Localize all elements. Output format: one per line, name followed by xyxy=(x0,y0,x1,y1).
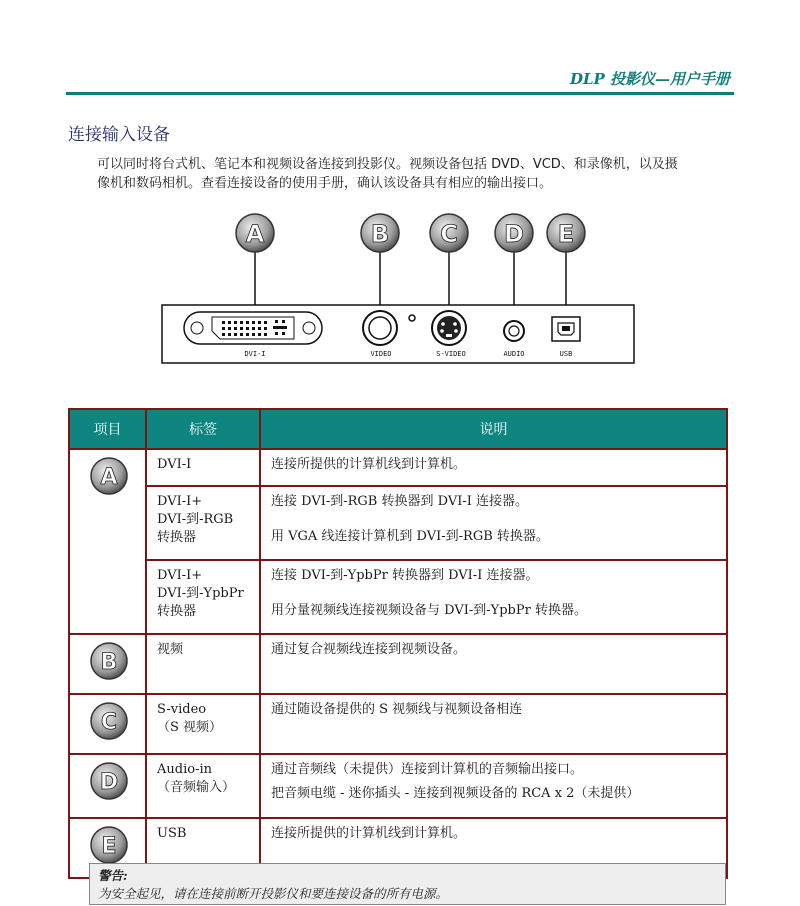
badge-d-letter: D xyxy=(99,770,118,795)
label-text: Audio-in xyxy=(157,762,212,777)
intro-line-1: 可以同时将台式机、笔记本和视频设备连接到投影仪。视频设备包括 DVD、VCD、和录像机，以及摄 xyxy=(97,157,678,172)
audio-port-label: AUDIO xyxy=(503,350,525,358)
badge-d-icon xyxy=(89,761,129,801)
description-cell xyxy=(260,634,727,694)
badge-b-letter: B xyxy=(100,650,117,675)
header-label: 标签 xyxy=(146,409,260,449)
label-text: DVI-I+ xyxy=(157,568,203,583)
description-cell xyxy=(260,754,727,818)
callout-a xyxy=(236,214,274,252)
label-text: DVI-到-RGB xyxy=(157,512,234,527)
callout-b-letter: B xyxy=(370,220,390,248)
intro-line-2: 像机和数码相机。查看连接设备的使用手册，确认该设备具有相应的输出接口。 xyxy=(97,176,553,191)
label-text: DVI-I+ xyxy=(157,494,203,509)
label-cell xyxy=(146,449,260,486)
connector-panel-diagram xyxy=(0,205,800,375)
description-text: 通过音频线（未提供）连接到计算机的音频输出接口。 xyxy=(271,762,584,777)
badge-c-letter: C xyxy=(100,710,117,735)
header-divider xyxy=(66,92,734,95)
badge-b-icon xyxy=(89,641,129,681)
badge-a-letter: A xyxy=(99,465,118,490)
label-text: DVI-I xyxy=(157,457,192,472)
label-cell xyxy=(146,634,260,694)
dvi-i-port-label: DVI-I xyxy=(244,350,266,358)
callout-e xyxy=(547,214,585,252)
badge-cell-c xyxy=(69,694,146,754)
badge-cell-b xyxy=(69,634,146,694)
description-cell xyxy=(260,560,727,634)
badge-c-icon xyxy=(89,701,129,741)
badge-e-icon xyxy=(89,825,129,865)
callout-e-letter: E xyxy=(557,220,575,248)
usb-port xyxy=(552,317,580,341)
label-cell xyxy=(146,754,260,818)
label-text: USB xyxy=(157,826,187,841)
table-row xyxy=(69,560,727,634)
description-text: 通过随设备提供的 S 视频线与视频设备相连 xyxy=(271,702,523,717)
description-text: 连接所提供的计算机线到计算机。 xyxy=(271,826,467,841)
s-video-port-label: S-VIDEO xyxy=(436,350,466,358)
label-text: 视频 xyxy=(157,642,184,657)
description-text: 连接所提供的计算机线到计算机。 xyxy=(271,457,467,472)
description-text: 连接 DVI-到-RGB 转换器到 DVI-I 连接器。 xyxy=(271,494,529,509)
table-row xyxy=(69,694,727,754)
table-row xyxy=(69,486,727,560)
video-port-label: VIDEO xyxy=(370,350,392,358)
label-cell xyxy=(146,560,260,634)
callout-a-letter: A xyxy=(245,220,265,248)
badge-a-icon xyxy=(89,456,129,496)
description-cell xyxy=(260,694,727,754)
warning-box xyxy=(89,863,726,905)
description-text: 用 VGA 线连接计算机到 DVI-到-RGB 转换器。 xyxy=(271,529,549,544)
header-description: 说明 xyxy=(260,409,727,449)
header-item: 项目 xyxy=(69,409,146,449)
callout-d xyxy=(495,214,533,252)
description-text: 把音频电缆 - 迷你插头 - 连接到视频设备的 RCA x 2（未提供） xyxy=(271,786,640,801)
callout-c-letter: C xyxy=(440,220,458,248)
callout-d-letter: D xyxy=(504,220,524,248)
label-cell xyxy=(146,486,260,560)
video-port xyxy=(363,311,397,345)
usb-port-label: USB xyxy=(559,350,573,358)
table-row xyxy=(69,754,727,818)
label-text: （音频输入） xyxy=(157,780,236,795)
badge-cell-a xyxy=(69,449,146,634)
badge-e-letter: E xyxy=(100,834,117,859)
warning-title: 警告: xyxy=(98,868,128,883)
description-cell xyxy=(260,449,727,486)
dvi-i-port xyxy=(184,312,322,344)
description-text: 通过复合视频线连接到视频设备。 xyxy=(271,642,467,657)
table-header-row xyxy=(69,409,727,449)
label-text: （S 视频） xyxy=(157,720,223,735)
s-video-port xyxy=(432,311,466,345)
description-text: 用分量视频线连接视频设备与 DVI-到-YpbPr 转换器。 xyxy=(271,603,587,618)
label-text: 转换器 xyxy=(157,530,197,545)
description-text: 连接 DVI-到-YpbPr 转换器到 DVI-I 连接器。 xyxy=(271,568,539,583)
label-cell xyxy=(146,694,260,754)
connector-spec-table xyxy=(68,408,728,879)
label-text: DVI-到-YpbPr xyxy=(157,586,244,601)
audio-port xyxy=(504,321,524,341)
description-cell xyxy=(260,486,727,560)
indicator-led xyxy=(409,315,415,321)
manual-header-title: DLP 投影仪—用户手册 xyxy=(569,70,730,88)
warning-text: 为安全起见，请在连接前断开投影仪和要连接设备的所有电源。 xyxy=(98,886,449,901)
callout-c xyxy=(430,214,468,252)
label-text: 转换器 xyxy=(157,604,197,619)
callout-b xyxy=(361,214,399,252)
intro-paragraph xyxy=(97,155,737,193)
table-row xyxy=(69,449,727,486)
section-title: 连接输入设备 xyxy=(68,125,170,145)
label-text: S-video xyxy=(157,702,207,717)
table-row xyxy=(69,634,727,694)
badge-cell-d xyxy=(69,754,146,818)
